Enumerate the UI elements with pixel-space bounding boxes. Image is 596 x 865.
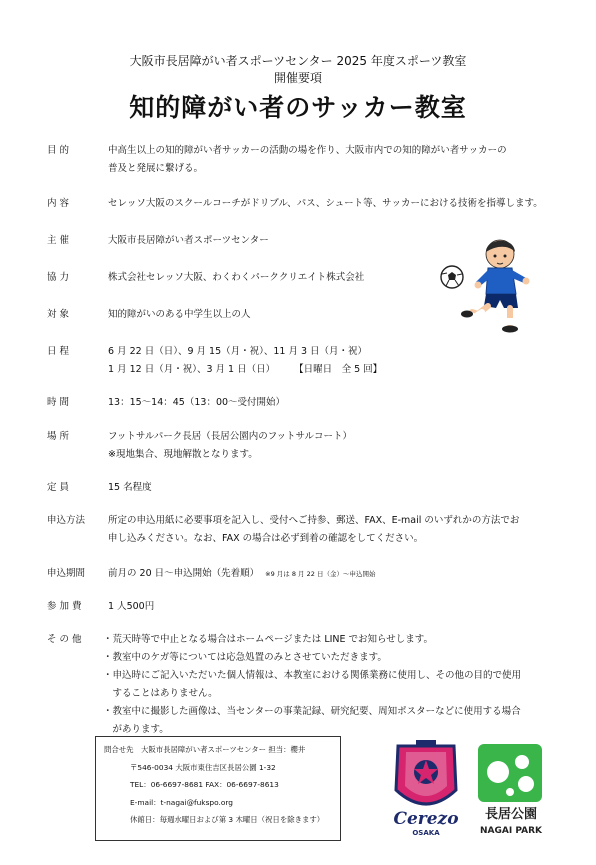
contact-closed-days: 休館日：毎週水曜日および第 3 木曜日（祝日を除きます）	[130, 815, 325, 824]
nagai-text-jp: 長居公園	[484, 807, 538, 822]
item-text: 1 月 12 日（月・祝）、3 月 1 日（日） 【日曜日 全 5 回】	[108, 364, 383, 375]
contact-tel-fax: TEL：06-6697-8681 FAX：06-6697-8613	[130, 780, 279, 789]
item-label: 日 程	[47, 346, 70, 357]
item-label: そ の 他	[47, 634, 82, 645]
item-text: 13：15～14：45（13：00～受付開始）	[108, 397, 286, 408]
item-label: 場 所	[47, 431, 70, 442]
contact-email: E-mail：t-nagai@fukspo.org	[130, 797, 233, 807]
item-text: ・教室中のケガ等については応急処置のみとさせていただきます。	[103, 652, 387, 663]
item-label: 参 加 費	[47, 601, 82, 612]
contact-header: 問合せ先 大阪市長居障がい者スポーツセンター 担当：櫻井	[104, 745, 306, 754]
item-text: ・荒天時等で中止となる場合はホームページまたは LINE でお知らせします。	[103, 634, 434, 645]
item-text: することはありません。	[103, 688, 218, 699]
item-label: 申込期間	[47, 568, 86, 579]
cerezo-sub: OSAKA	[412, 829, 440, 837]
item-text: 6 月 22 日（日）、9 月 15（月・祝）、11 月 3 日（月・祝）	[108, 346, 368, 357]
nagai-text-en: NAGAI PARK	[480, 826, 542, 836]
item-text: 1 人500円	[108, 601, 155, 612]
item-text: フットサルパーク長居（長居公園内のフットサルコート）	[108, 431, 353, 442]
page-title: 知的障がい者のサッカー教室	[129, 93, 467, 122]
item-label: 時 間	[47, 397, 70, 408]
cerezo-text: Cerezo	[393, 809, 459, 829]
item-text: があります。	[103, 724, 169, 735]
item-label: 目 的	[47, 145, 70, 156]
item-text: 前月の 20 日～申込開始（先着順）	[108, 568, 260, 579]
item-text: 知的障がいのある中学生以上の人	[108, 309, 251, 320]
item-text: 所定の申込用紙に必要事項を記入し、受付へご持参、郵送、FAX、E-mail のいずれかの方法でお	[108, 515, 520, 526]
header-line-1: 大阪市長居障がい者スポーツセンター 2025 年度スポーツ教室	[129, 54, 467, 68]
item-label: 定 員	[47, 482, 70, 493]
item-label: 申込方法	[47, 515, 86, 526]
contact-address: 〒546-0034 大阪市東住吉区長居公園 1-32	[130, 762, 276, 772]
item-text: 株式会社セレッソ大阪、わくわくパーククリエイト株式会社	[108, 272, 365, 283]
nagai-park-logo	[476, 742, 546, 840]
item-text: ・教室中に撮影した画像は、当センターの事業記録、研究紀要、周知ポスターなどに使用する場合	[103, 706, 521, 717]
item-text: ※現地集合、現地解散となります。	[108, 449, 258, 460]
item-text: 普及と発展に繋げる。	[108, 163, 204, 174]
item-label: 内 容	[47, 198, 70, 209]
contact-box	[95, 736, 341, 841]
item-note: ※9 月は 8 月 22 日（金）～申込開始	[265, 570, 376, 578]
item-text: 大阪市長居障がい者スポーツセンター	[108, 235, 269, 246]
item-label: 協 力	[47, 272, 70, 283]
item-text: 15 名程度	[108, 482, 152, 493]
soccer-player-illustration	[438, 232, 543, 334]
header-line-2: 開催要項	[273, 71, 322, 85]
item-text: 中高生以上の知的障がい者サッカーの活動の場を作り、大阪市内での知的障がい者サッカーの	[108, 145, 507, 156]
item-text: セレッソ大阪のスクールコーチがドリブル、パス、シュート等、サッカーにおける技術を指導します。	[108, 198, 543, 209]
item-text: ・申込時にご記入いただいた個人情報は、本教室における関係業務に使用し、その他の目的で使用	[103, 670, 522, 681]
cerezo-osaka-logo	[384, 738, 468, 838]
item-label: 対 象	[47, 309, 70, 320]
item-text: 申し込みください。なお、FAX の場合は必ず到着の確認をしてください。	[108, 533, 424, 544]
item-label: 主 催	[47, 235, 70, 246]
